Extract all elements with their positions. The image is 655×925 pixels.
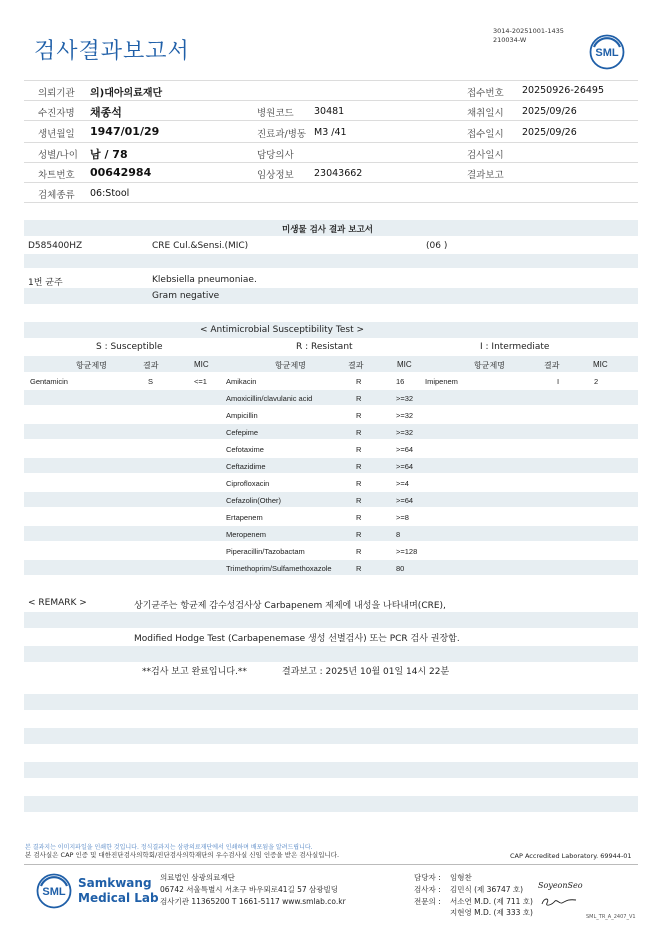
- ast-mic: >=32: [396, 394, 414, 403]
- row-band: [24, 254, 638, 268]
- ast-mic: >=4: [396, 479, 409, 488]
- tester-name: 김민식 (제 36747 호): [450, 885, 524, 894]
- col3-drug-header: 항균제명: [474, 361, 505, 370]
- signature-2-icon: [538, 895, 580, 909]
- ast-mic: >=32: [396, 411, 414, 420]
- col1-result-header: 결과: [143, 361, 159, 370]
- form-code: SML_TR_A_2407_V1: [586, 914, 636, 920]
- ast-result: I: [557, 377, 560, 386]
- label-sex-age: 성별/나이: [38, 150, 78, 161]
- legend-resistant: R : Resistant: [296, 342, 353, 352]
- row-band: [24, 424, 638, 439]
- organism-label: 1번 균주: [28, 278, 63, 288]
- expert-name-1: 서소연 M.D. (제 711 호): [450, 897, 533, 906]
- divider: [24, 162, 638, 163]
- divider: [24, 100, 638, 101]
- col3-result-header: 결과: [544, 361, 560, 370]
- document-id: [493, 27, 564, 45]
- label-exam-date: 검사일시: [467, 150, 504, 161]
- label-birth: 생년월일: [38, 129, 75, 140]
- value-sex-age: 남 / 78: [90, 148, 128, 161]
- tester-label: 검사자 :: [414, 885, 441, 894]
- label-result-report: 결과보고: [467, 170, 504, 181]
- ast-mic: >=64: [396, 462, 414, 471]
- label-specimen: 검체종류: [38, 190, 75, 201]
- cap-accreditation: CAP Accredited Laboratory. 69944-01: [510, 852, 632, 860]
- value-receipt-no: 20250926-26495: [522, 85, 605, 96]
- ast-result: R: [356, 479, 362, 488]
- ast-result: R: [356, 547, 362, 556]
- ast-result: R: [356, 428, 362, 437]
- row-band: [24, 728, 638, 744]
- label-requester: 의뢰기관: [38, 88, 75, 99]
- ast-mic: >=32: [396, 428, 414, 437]
- document-id-line1: 3014-20251001-1435: [493, 27, 564, 35]
- label-receipt-date: 접수일시: [467, 129, 504, 140]
- organism-name: Klebsiella pneumoniae.: [152, 275, 257, 285]
- ast-drug: Cefazolin(Other): [226, 496, 282, 505]
- footer-logo-text: SML: [42, 886, 66, 898]
- label-clinical-info: 임상정보: [257, 170, 294, 181]
- value-hospital-code: 30481: [314, 106, 345, 117]
- label-receipt-no: 접수번호: [467, 88, 504, 99]
- label-hospital-code: 병원코드: [257, 108, 294, 119]
- row-band: [24, 762, 638, 778]
- ast-result: R: [356, 445, 362, 454]
- col2-result-header: 결과: [348, 361, 364, 370]
- label-dept: 진료과/병동: [257, 129, 307, 140]
- col2-mic-header: MIC: [397, 360, 412, 369]
- ast-result: S: [148, 377, 154, 386]
- footer-note-image: 본 결과지는 이미지파일을 인쇄한 것입니다. 정식결과지는 삼광의료재단에서 인쇄하며 배포됨을 알려드립니다.: [25, 844, 313, 851]
- col1-drug-header: 항균제명: [76, 361, 107, 370]
- sml-logo-icon: [589, 34, 625, 70]
- ast-drug: Cefotaxime: [226, 445, 264, 454]
- label-doctor: 담당의사: [257, 150, 294, 161]
- charge-name: 임형찬: [450, 873, 472, 882]
- lab-name-line2: Medical Lab: [78, 891, 159, 905]
- ast-mic: 2: [594, 377, 599, 386]
- remark-line2: Modified Hodge Test (Carbapenemase 생성 선별검사) 또는 PCR 검사 권장함.: [134, 634, 460, 644]
- value-birth: 1947/01/29: [90, 125, 160, 138]
- value-dept: M3 /41: [314, 127, 347, 138]
- divider: [24, 120, 638, 121]
- ast-result: R: [356, 564, 362, 573]
- col1-mic-header: MIC: [194, 360, 209, 369]
- ast-drug: Amoxicillin/clavulanic acid: [226, 394, 313, 403]
- section-title: 미생물 검사 결과 보고서: [282, 225, 373, 235]
- ast-mic: 80: [396, 564, 405, 573]
- ast-result: R: [356, 530, 362, 539]
- ast-result: R: [356, 394, 362, 403]
- ast-result: R: [356, 377, 362, 386]
- ast-mic: >=128: [396, 547, 418, 556]
- value-name: 채종석: [90, 106, 122, 119]
- lab-name-line1: Samkwang: [78, 876, 152, 890]
- row-band: [24, 796, 638, 812]
- ast-drug: Trimethoprim/Sulfamethoxazole: [226, 564, 332, 573]
- value-receipt-date: 2025/09/26: [522, 127, 577, 138]
- row-band: [24, 492, 638, 507]
- signature-1: SoyeonSeo: [538, 881, 583, 890]
- test-number: (06 ): [426, 241, 448, 251]
- gram-stain: Gram negative: [152, 291, 220, 301]
- ast-mic: <=1: [194, 377, 207, 386]
- ast-drug: Imipenem: [425, 377, 458, 386]
- row-band: [24, 288, 638, 304]
- legend-susceptible: S : Susceptible: [96, 342, 163, 352]
- ast-mic: >=64: [396, 496, 414, 505]
- divider: [24, 202, 638, 203]
- report-complete: **검사 보고 완료입니다.**: [142, 667, 247, 677]
- test-code: D585400HZ: [28, 241, 83, 251]
- value-specimen: 06:Stool: [90, 188, 130, 199]
- org-address: 06742 서울특별시 서초구 바우뫼로41길 57 삼광빌딩: [160, 885, 339, 894]
- ast-drug: Ciprofloxacin: [226, 479, 270, 488]
- test-name: CRE Cul.&Sensi.(MIC): [152, 241, 249, 251]
- footer-sml-logo-icon: [36, 873, 72, 909]
- ast-mic: 16: [396, 377, 405, 386]
- ast-drug: Ceftazidime: [226, 462, 266, 471]
- ast-drug: Cefepime: [226, 428, 259, 437]
- org-contact: 검사기관 11365200 T 1661-5117 www.smlab.co.kr: [160, 897, 346, 906]
- report-time: 결과보고 : 2025년 10월 01일 14시 22분: [282, 667, 450, 677]
- expert-label: 전문의 :: [414, 897, 441, 906]
- label-chart-no: 차트번호: [38, 170, 75, 181]
- value-chart-no: 00642984: [90, 166, 152, 179]
- row-band: [24, 694, 638, 710]
- sml-logo-text: SML: [595, 47, 619, 59]
- col3-mic-header: MIC: [593, 360, 608, 369]
- ast-drug: Piperacillin/Tazobactam: [226, 547, 305, 556]
- ast-mic: 8: [396, 530, 401, 539]
- row-band: [24, 390, 638, 405]
- divider: [24, 142, 638, 143]
- ast-result: R: [356, 411, 362, 420]
- ast-drug: Ertapenem: [226, 513, 263, 522]
- row-band: [24, 646, 638, 662]
- label-name: 수진자명: [38, 108, 75, 119]
- row-band: [24, 458, 638, 473]
- value-requester: 의)대아의료재단: [90, 88, 163, 99]
- row-band: [24, 612, 638, 628]
- document-id-line2: 210034-W: [493, 36, 527, 44]
- ast-result: R: [356, 496, 362, 505]
- col2-drug-header: 항균제명: [275, 361, 306, 370]
- remark-label: < REMARK >: [28, 598, 87, 608]
- expert-name-2: 지현영 M.D. (제 333 호): [450, 908, 533, 917]
- footer-note-certification: 본 검사실은 CAP 인증 및 대한진단검사의학회/진단검사의학재단의 우수검사실 신임 인증을 받은 검사실입니다.: [25, 851, 340, 859]
- ast-mic: >=64: [396, 445, 414, 454]
- value-clinical-info: 23043662: [314, 168, 363, 179]
- ast-title: < Antimicrobial Susceptibility Test >: [200, 325, 364, 335]
- remark-line1: 상기균주는 항균제 감수성검사상 Carbapenem 제제에 내성을 나타내며(CRE),: [134, 601, 446, 611]
- label-collect-date: 채취일시: [467, 108, 504, 119]
- value-collect-date: 2025/09/26: [522, 106, 577, 117]
- ast-result: R: [356, 513, 362, 522]
- ast-drug: Ampicillin: [226, 411, 258, 420]
- ast-drug: Amikacin: [226, 377, 257, 386]
- row-band: [24, 526, 638, 541]
- divider: [24, 80, 638, 81]
- ast-drug: Gentamicin: [30, 377, 68, 386]
- footer-divider: [24, 864, 638, 865]
- legend-intermediate: I : Intermediate: [480, 342, 550, 352]
- ast-mic: >=8: [396, 513, 409, 522]
- org-name: 의료법인 삼광의료재단: [160, 873, 235, 882]
- report-title: 검사결과보고서: [34, 39, 190, 64]
- divider: [24, 182, 638, 183]
- ast-drug: Meropenem: [226, 530, 267, 539]
- ast-result: R: [356, 462, 362, 471]
- charge-label: 담당자 :: [414, 873, 441, 882]
